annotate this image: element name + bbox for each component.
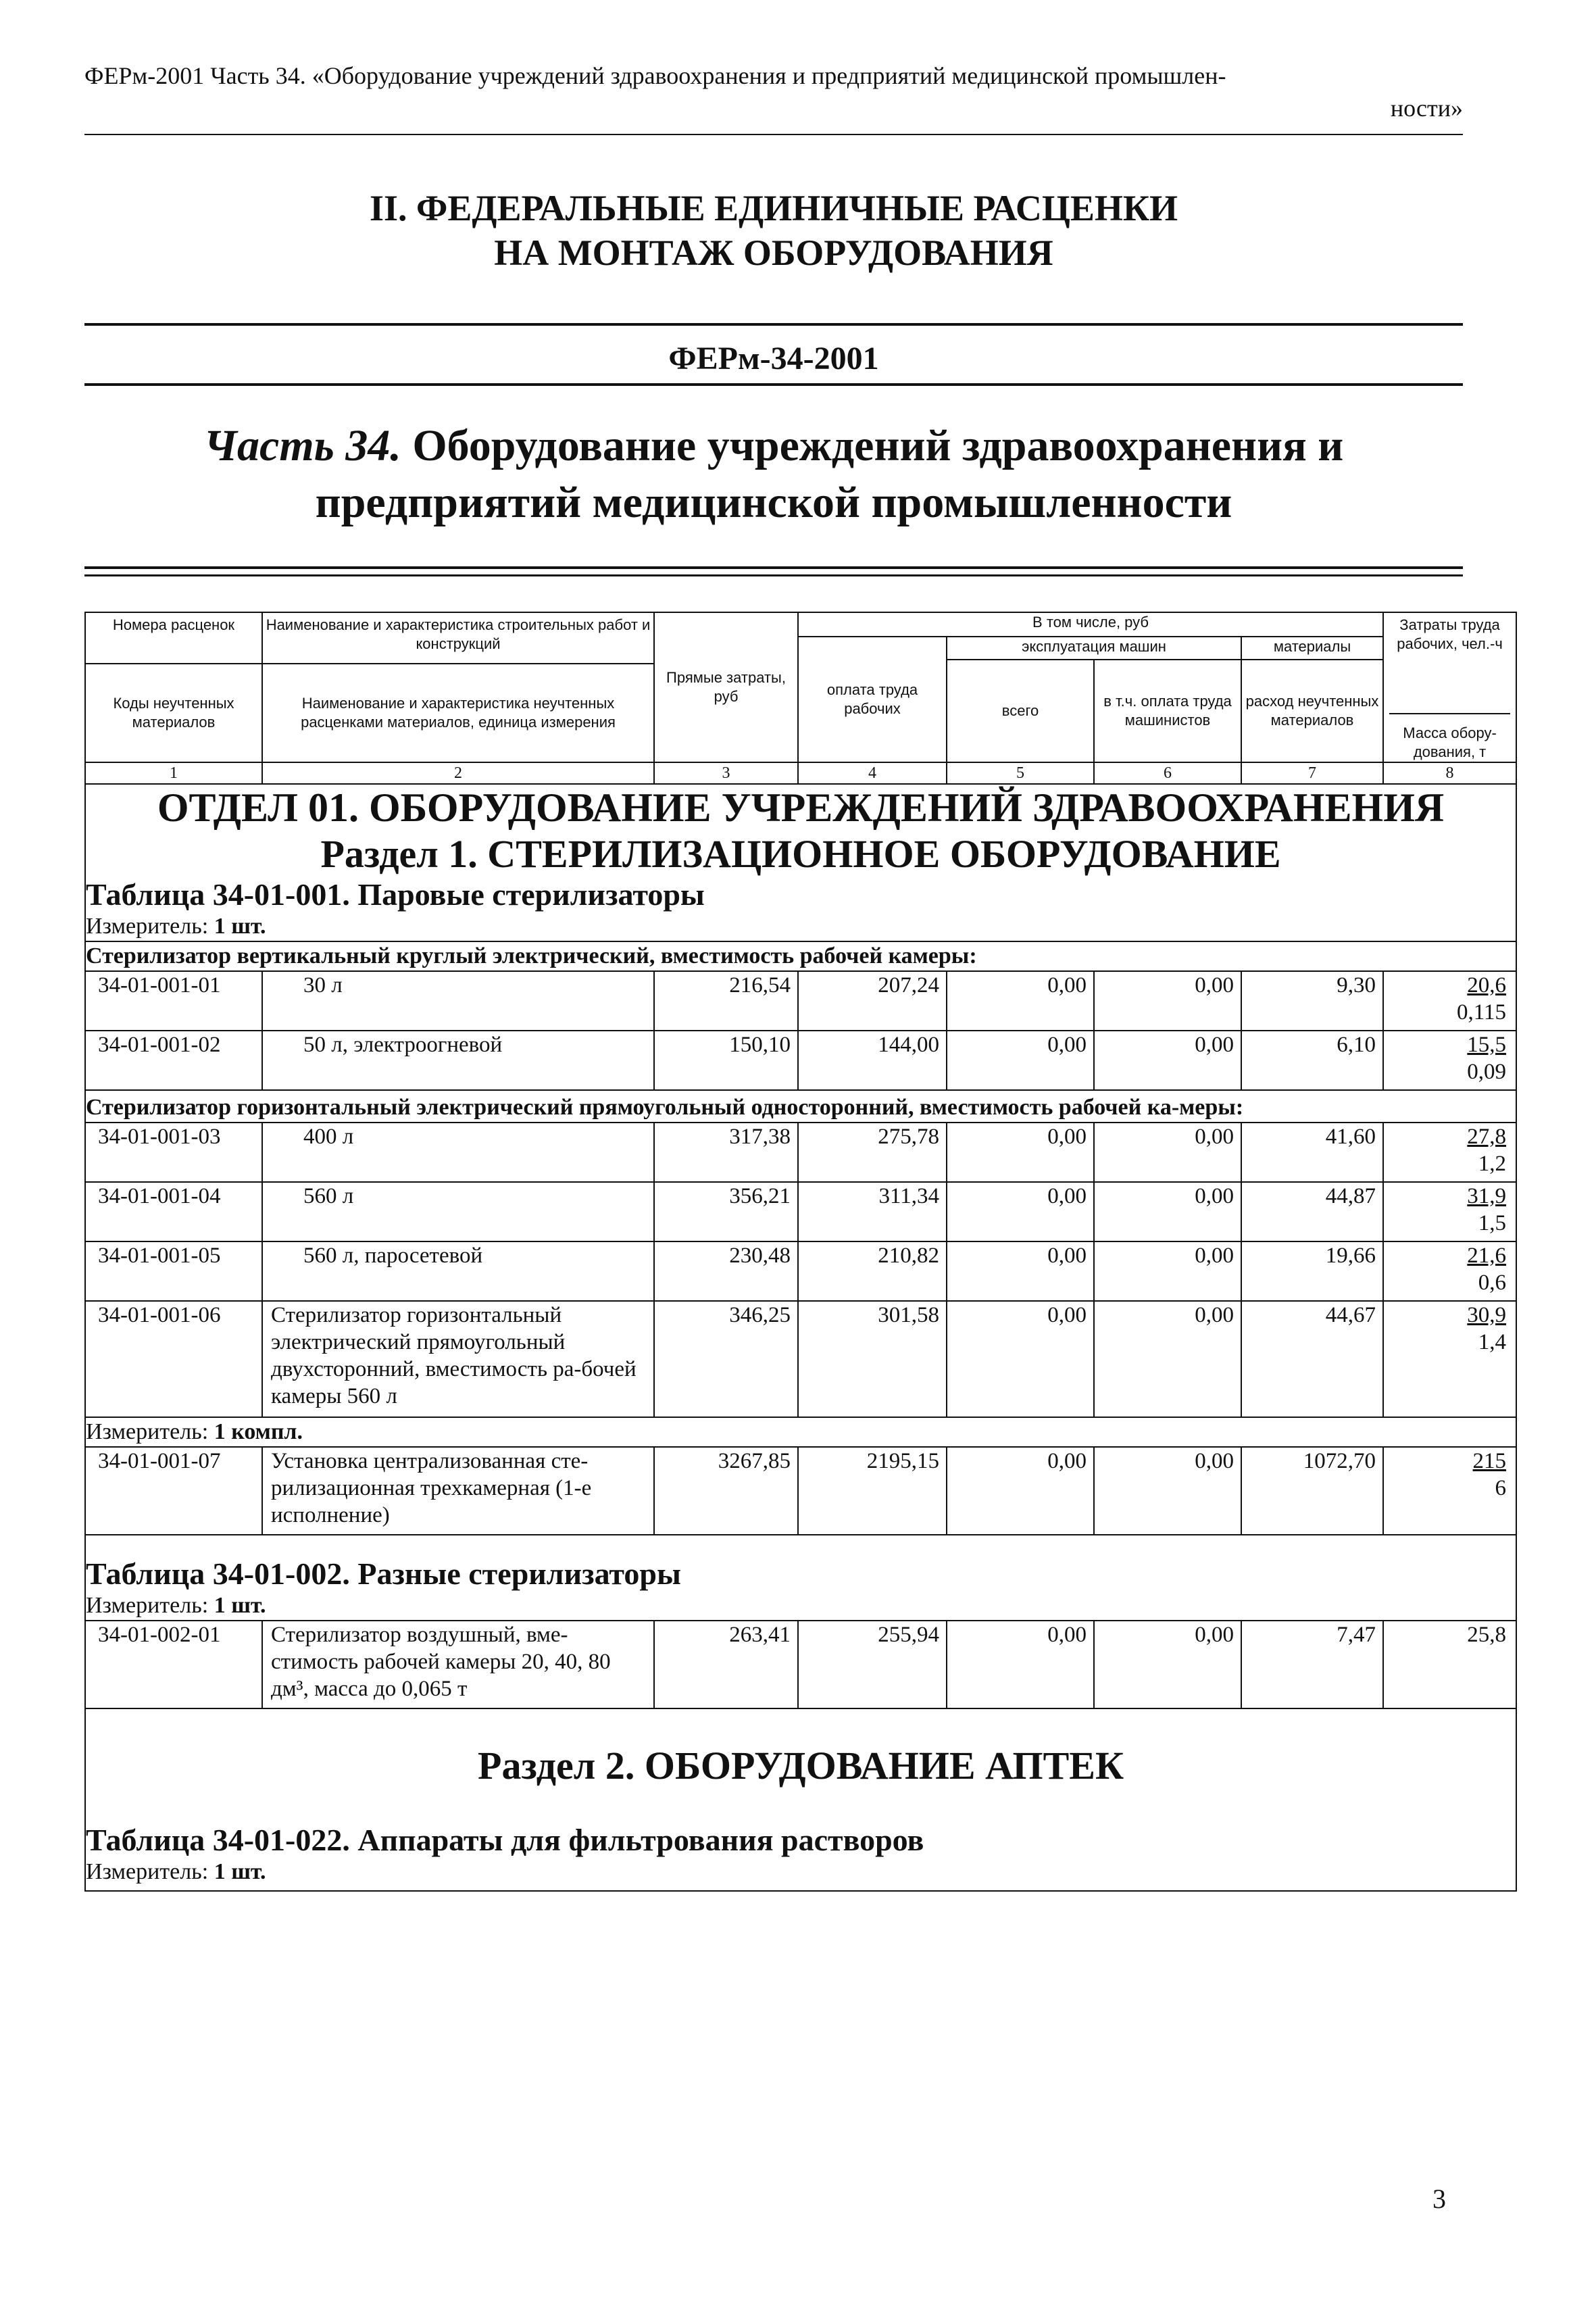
- col-number: 1: [85, 762, 262, 784]
- labor-and-mass: [1383, 1301, 1516, 1417]
- part-rule-1: [84, 566, 1463, 569]
- table-row: [85, 971, 1516, 1031]
- section-title-line2: НА МОНТАЖ ОБОРУДОВАНИЯ: [494, 232, 1053, 273]
- table1-subhead1: Стерилизатор вертикальный круглый электрический, вместимость рабочей камеры:: [85, 941, 1516, 971]
- header-col5: всего: [947, 660, 1094, 762]
- part-title-line2: предприятий медицинской промышленности: [315, 478, 1232, 527]
- machinists-pay: 0,00: [1094, 1123, 1241, 1182]
- header-col8: [1383, 612, 1516, 762]
- header-col2: [262, 612, 654, 762]
- machinists-pay: 0,00: [1094, 1621, 1241, 1708]
- rate-code: 34-01-001-04: [85, 1182, 262, 1241]
- materials-cost: 7,47: [1241, 1621, 1383, 1708]
- labor-and-mass: [1383, 1621, 1516, 1708]
- section-title-line1: II. ФЕДЕРАЛЬНЫЕ ЕДИНИЧНЫЕ РАСЦЕНКИ: [369, 188, 1178, 228]
- rate-code: 34-01-001-05: [85, 1241, 262, 1301]
- doc-code: ФЕРм-34-2001: [668, 341, 879, 376]
- meter-label: Измеритель:: [86, 1859, 209, 1884]
- rate-name: Стерилизатор воздушный, вме-стимость рабочей камеры 20, 40, 80 дм³, масса до 0,065 т: [262, 1621, 654, 1708]
- table2-title: Таблица 34-01-002. Разные стерилизаторы: [85, 1535, 1516, 1592]
- machinists-pay: 0,00: [1094, 971, 1241, 1031]
- direct-cost: 150,10: [654, 1031, 798, 1090]
- table2-meter: [85, 1592, 1516, 1621]
- col-number: 4: [798, 762, 947, 784]
- labor-hours: 215: [1472, 1449, 1507, 1473]
- machinists-pay: 0,00: [1094, 1031, 1241, 1090]
- rate-name: Установка централизованная сте-рилизационная трехкамерная (1-е исполнение): [262, 1447, 654, 1535]
- labor-pay: 144,00: [798, 1031, 947, 1090]
- labor-pay: 2195,15: [798, 1447, 947, 1535]
- table-row: [85, 1241, 1516, 1301]
- labor-pay: 301,58: [798, 1301, 947, 1417]
- machinists-pay: 0,00: [1094, 1241, 1241, 1301]
- rate-name: 400 л: [262, 1123, 654, 1182]
- col-number: 8: [1383, 762, 1516, 784]
- materials-cost: 1072,70: [1241, 1447, 1383, 1535]
- labor-hours: 31,9: [1467, 1184, 1507, 1208]
- labor-pay: 255,94: [798, 1621, 947, 1708]
- rate-name: 30 л: [262, 971, 654, 1031]
- labor-and-mass: [1383, 1241, 1516, 1301]
- header-col1-top: Номера расценок: [86, 613, 261, 664]
- equipment-mass: 1,5: [1478, 1211, 1507, 1235]
- machinists-pay: 0,00: [1094, 1182, 1241, 1241]
- equipment-mass: 0,115: [1457, 1000, 1507, 1025]
- labor-and-mass: [1383, 1447, 1516, 1535]
- machines-total: 0,00: [947, 1621, 1094, 1708]
- labor-and-mass: [1383, 1123, 1516, 1182]
- direct-cost: 356,21: [654, 1182, 798, 1241]
- header-group: В том числе, руб: [798, 612, 1383, 637]
- header-col8-top: Затраты труда рабочих, чел.-ч: [1397, 616, 1503, 652]
- equipment-mass: 1,4: [1478, 1330, 1507, 1354]
- labor-pay: 210,82: [798, 1241, 947, 1301]
- rates-table: [84, 612, 1517, 1892]
- part-label: Часть 34.: [203, 421, 401, 470]
- machines-total: 0,00: [947, 1123, 1094, 1182]
- materials-cost: 44,87: [1241, 1182, 1383, 1241]
- labor-hours: 25,8: [1467, 1623, 1507, 1647]
- equipment-mass: 0,6: [1478, 1271, 1507, 1295]
- header-rule: [84, 134, 1463, 135]
- meter-value: 1 компл.: [214, 1419, 303, 1444]
- rate-name: 560 л, паросетевой: [262, 1241, 654, 1301]
- table3-meter: [85, 1858, 1516, 1891]
- header-row: [85, 612, 1516, 637]
- page-number: 3: [1432, 2184, 1446, 2214]
- machines-total: 0,00: [947, 1301, 1094, 1417]
- header-col6: в т.ч. оплата труда машинистов: [1094, 660, 1241, 762]
- rate-code: 34-01-001-06: [85, 1301, 262, 1417]
- doc-code-rule-top: [84, 323, 1463, 326]
- meter-label: Измеритель:: [86, 1419, 209, 1444]
- header-materials: материалы: [1241, 637, 1383, 660]
- machines-total: 0,00: [947, 1241, 1094, 1301]
- labor-and-mass: [1383, 1031, 1516, 1090]
- materials-cost: 19,66: [1241, 1241, 1383, 1301]
- table1-meter2: [85, 1417, 1516, 1447]
- machines-total: 0,00: [947, 1447, 1094, 1535]
- rate-code: 34-01-001-02: [85, 1031, 262, 1090]
- header-col4: оплата труда рабочих: [798, 637, 947, 762]
- table-row: [85, 1123, 1516, 1182]
- materials-cost: 41,60: [1241, 1123, 1383, 1182]
- header-col2-top: Наименование и характеристика строительных работ и конструкций: [263, 613, 653, 664]
- labor-and-mass: [1383, 971, 1516, 1031]
- meter-label: Измеритель:: [86, 1593, 209, 1618]
- meter-value: 1 шт.: [214, 914, 266, 939]
- table1-title: Таблица 34-01-001. Паровые стерилизаторы: [85, 877, 1516, 912]
- col-number: 3: [654, 762, 798, 784]
- direct-cost: 317,38: [654, 1123, 798, 1182]
- rate-code: 34-01-001-07: [85, 1447, 262, 1535]
- rate-code: 34-01-002-01: [85, 1621, 262, 1708]
- col-number: 2: [262, 762, 654, 784]
- labor-and-mass: [1383, 1182, 1516, 1241]
- header-numbers-row: [85, 762, 1516, 784]
- header-col3: Прямые затраты, руб: [654, 612, 798, 762]
- table1-meter: [85, 912, 1516, 941]
- table-row: [85, 1031, 1516, 1090]
- labor-hours: 27,8: [1467, 1125, 1507, 1149]
- direct-cost: 346,25: [654, 1301, 798, 1417]
- header-col7: расход неучтенных материалов: [1241, 660, 1383, 762]
- col-number: 5: [947, 762, 1094, 784]
- part-title: [84, 418, 1463, 531]
- table-row: [85, 1301, 1516, 1417]
- machines-total: 0,00: [947, 1031, 1094, 1090]
- machines-total: 0,00: [947, 971, 1094, 1031]
- razdel2-title: Раздел 2. ОБОРУДОВАНИЕ АПТЕК: [85, 1708, 1516, 1822]
- running-header-line2: ности»: [1390, 95, 1463, 122]
- header-col1: [85, 612, 262, 762]
- part-rule-2: [84, 574, 1463, 576]
- materials-cost: 9,30: [1241, 971, 1383, 1031]
- direct-cost: 216,54: [654, 971, 798, 1031]
- header-machines: эксплуатация машин: [947, 637, 1241, 660]
- header-col8-bottom: Масса обору-дования, т: [1389, 713, 1510, 762]
- razdel1-title: Раздел 1. СТЕРИЛИЗАЦИОННОЕ ОБОРУДОВАНИЕ: [85, 831, 1516, 877]
- equipment-mass: 1,2: [1478, 1152, 1507, 1176]
- rate-code: 34-01-001-01: [85, 971, 262, 1031]
- machinists-pay: 0,00: [1094, 1447, 1241, 1535]
- equipment-mass: 6: [1495, 1476, 1507, 1500]
- direct-cost: 263,41: [654, 1621, 798, 1708]
- doc-code-rule-bottom: [84, 383, 1463, 386]
- col-number: 6: [1094, 762, 1241, 784]
- department-title: ОТДЕЛ 01. ОБОРУДОВАНИЕ УЧРЕЖДЕНИЙ ЗДРАВООХРАНЕНИЯ: [85, 784, 1516, 831]
- meter-value: 1 шт.: [214, 1593, 266, 1618]
- equipment-mass: 0,09: [1467, 1060, 1507, 1084]
- meter-value: 1 шт.: [214, 1859, 266, 1884]
- table1-subhead2: Стерилизатор горизонтальный электрический прямоугольный односторонний, вместимость рабочей ка-меры:: [85, 1090, 1516, 1123]
- labor-pay: 275,78: [798, 1123, 947, 1182]
- machinists-pay: 0,00: [1094, 1301, 1241, 1417]
- col-number: 7: [1241, 762, 1383, 784]
- labor-hours: 21,6: [1467, 1244, 1507, 1268]
- part-title-line1: Оборудование учреждений здравоохранения и: [401, 421, 1344, 470]
- labor-hours: 30,9: [1467, 1303, 1507, 1327]
- materials-cost: 6,10: [1241, 1031, 1383, 1090]
- direct-cost: 3267,85: [654, 1447, 798, 1535]
- labor-pay: 207,24: [798, 971, 947, 1031]
- rate-code: 34-01-001-03: [85, 1123, 262, 1182]
- table-row: [85, 1447, 1516, 1535]
- rate-name: Стерилизатор горизонтальный электрический прямоугольный двухсторонний, вместимость ра-бочей камеры 560 л: [262, 1301, 654, 1417]
- labor-pay: 311,34: [798, 1182, 947, 1241]
- meter-label: Измеритель:: [86, 914, 209, 939]
- running-header: [84, 59, 1463, 124]
- table3-title: Таблица 34-01-022. Аппараты для фильтрования растворов: [85, 1822, 1516, 1858]
- rate-name: 50 л, электроогневой: [262, 1031, 654, 1090]
- table-row: [85, 1621, 1516, 1708]
- materials-cost: 44,67: [1241, 1301, 1383, 1417]
- header-col2-bottom: Наименование и характеристика неучтенных расценками материалов, единица измерения: [301, 695, 616, 731]
- labor-hours: 20,6: [1467, 973, 1507, 998]
- header-col1-bottom: Коды неучтенных материалов: [113, 695, 234, 731]
- running-header-line1: ФЕРм-2001 Часть 34. «Оборудование учреждений здравоохранения и предприятий медицинской промышлен-: [84, 62, 1226, 89]
- table-row: [85, 1182, 1516, 1241]
- labor-hours: 15,5: [1467, 1033, 1507, 1057]
- rate-name: 560 л: [262, 1182, 654, 1241]
- section-title: [84, 186, 1463, 275]
- machines-total: 0,00: [947, 1182, 1094, 1241]
- direct-cost: 230,48: [654, 1241, 798, 1301]
